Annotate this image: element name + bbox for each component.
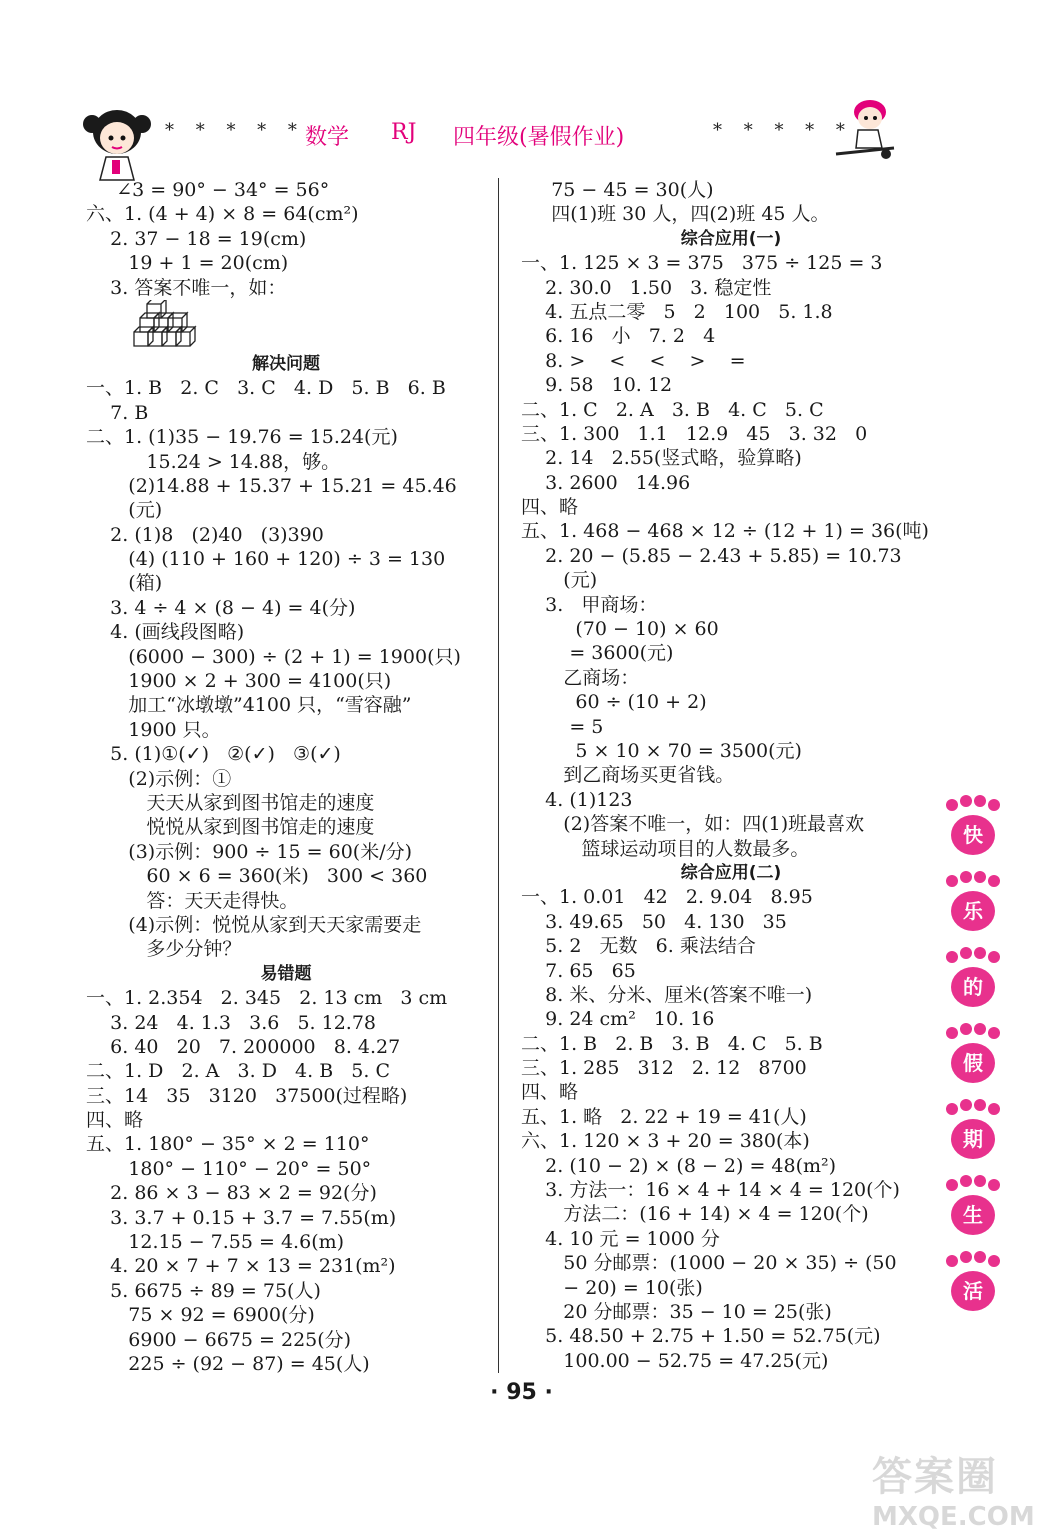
header-subject: 数学 — [305, 125, 350, 150]
answer-line: 3. 3.7 + 0.15 + 3.7 = 7.55(m) — [86, 1206, 397, 1229]
answer-line: 3. 2600 14.96 — [521, 471, 691, 494]
page-number: · 95 · — [490, 1380, 553, 1405]
answer-line: 9. 24 cm² 10. 16 — [521, 1008, 715, 1031]
answer-line: 7. B — [86, 401, 149, 424]
answer-line: 6900 − 6675 = 225(分) — [86, 1328, 352, 1351]
paw-toe — [960, 795, 972, 807]
answer-line: 20 分邮票：35 − 10 = 25(张) — [521, 1300, 832, 1323]
answer-line: 6. 16 小 7. 2 4 — [521, 325, 716, 348]
answer-line: 50 分邮票：(1000 − 20 × 35) ÷ (50 — [521, 1252, 897, 1275]
answer-line: 一、1. 0.01 42 2. 9.04 8.95 — [521, 886, 813, 909]
column-divider — [498, 178, 499, 1373]
answer-line: 3. 答案不唯一，如： — [86, 276, 287, 299]
answer-line: 三、1. 285 312 2. 12 8700 — [521, 1057, 807, 1080]
paw-toe — [946, 875, 958, 887]
answer-line: (2)答案不唯一，如：四(1)班最喜欢 — [521, 813, 865, 836]
answer-line: 4. 10 元 = 1000 分 — [521, 1227, 720, 1250]
answer-line: 五、1. 略 2. 22 + 19 = 41(人) — [521, 1105, 807, 1128]
answer-line: (元) — [521, 569, 598, 592]
answer-line: 12.15 − 7.55 = 4.6(m) — [86, 1231, 345, 1254]
paw-icon — [938, 1175, 1008, 1245]
answer-line: 答：天天走得快。 — [86, 889, 299, 912]
paw-toe — [974, 1175, 986, 1187]
answer-line: 四、略 — [521, 496, 579, 519]
paw-toe — [946, 1027, 958, 1039]
paw-toe — [946, 1255, 958, 1267]
answer-line: 2. 14 2.55(竖式略，验算略) — [521, 447, 802, 470]
answer-line: ∠3 = 90° − 34° = 56° — [86, 179, 330, 201]
paw-label: 假 — [951, 1043, 995, 1083]
cube-figure — [86, 300, 486, 352]
answer-line: 19 + 1 = 20(cm) — [86, 252, 289, 275]
answer-line: 3. 49.65 50 4. 130 35 — [521, 910, 787, 933]
answer-line: (6000 − 300) ÷ (2 + 1) = 1900(只) — [86, 645, 461, 668]
answer-line: 3. 方法一：16 × 4 + 14 × 4 = 120(个) — [521, 1179, 900, 1202]
paw-toe — [974, 1099, 986, 1111]
paw-label: 期 — [951, 1119, 995, 1159]
answer-line: 三、1. 300 1.1 12.9 45 3. 32 0 — [521, 422, 868, 445]
paw-icon — [938, 1251, 1008, 1321]
answer-line: 2. (10 − 2) × (8 − 2) = 48(m²) — [521, 1154, 837, 1177]
paw-toe — [960, 1175, 972, 1187]
answer-line: 9. 58 10. 12 — [521, 374, 673, 397]
answer-line: 一、1. 125 × 3 = 375 375 ÷ 125 = 3 — [521, 252, 883, 275]
answer-line: 75 × 92 = 6900(分) — [86, 1304, 315, 1327]
answer-line: 二、1. (1)35 − 19.76 = 15.24(元) — [86, 426, 398, 449]
answers-right-column — [521, 178, 941, 1373]
answer-line: 方法二：(16 + 14) × 4 = 120(个) — [521, 1203, 869, 1226]
answer-line: 60 × 6 = 360(米) 300 < 360 — [86, 865, 428, 888]
paw-toe — [988, 799, 1000, 811]
answer-line: (4)示例：悦悦从家到天天家需要走 — [86, 913, 422, 936]
paw-toe — [946, 799, 958, 811]
header-stars-left: * * * * * — [165, 120, 305, 141]
answer-line: 4. 20 × 7 + 7 × 13 = 231(m²) — [86, 1255, 396, 1278]
paw-toe — [960, 1099, 972, 1111]
header-grade: 四年级(暑假作业) — [453, 125, 625, 150]
answer-line: 5. 48.50 + 2.75 + 1.50 = 52.75(元) — [521, 1325, 881, 1348]
answer-line: 5. 6675 ÷ 89 = 75(人) — [86, 1279, 321, 1302]
answer-line: 一、1. B 2. C 3. C 4. D 5. B 6. B — [86, 377, 446, 400]
paw-toe — [974, 1251, 986, 1263]
answer-line: (70 − 10) × 60 — [521, 618, 719, 641]
answer-line: 4. (画线段图略) — [86, 621, 245, 644]
answer-line: 2. 86 × 3 − 83 × 2 = 92(分) — [86, 1182, 377, 1205]
paw-toe — [946, 951, 958, 963]
section-heading: 综合应用(二) — [680, 862, 782, 883]
paw-toe — [974, 947, 986, 959]
answer-line: = 5 — [521, 715, 604, 738]
paw-icon — [938, 1023, 1008, 1093]
paw-toe — [960, 1023, 972, 1035]
answer-line: 二、1. B 2. B 3. B 4. C 5. B — [521, 1032, 823, 1055]
header-stars-right: * * * * * — [713, 120, 853, 141]
answer-line: 2. 20 − (5.85 − 2.43 + 5.85) = 10.73 — [521, 544, 902, 567]
answer-line: 四、略 — [86, 1109, 144, 1132]
answer-line: − 20) = 10(张) — [521, 1276, 703, 1299]
watermark-text: 答案圈 — [872, 1454, 998, 1500]
answer-line: 8. 米、分米、厘米(答案不唯一) — [521, 983, 813, 1006]
answer-line: 2. 37 − 18 = 19(cm) — [86, 227, 307, 250]
answer-line: 加工“冰墩墩”4100 只，“雪容融” — [86, 694, 412, 717]
answer-line: 二、1. C 2. A 3. B 4. C 5. C — [521, 398, 824, 421]
paw-icon — [938, 947, 1008, 1017]
paw-toe — [988, 1103, 1000, 1115]
answer-line: 到乙商场买更省钱。 — [521, 764, 735, 787]
paw-toe — [960, 1251, 972, 1263]
header-edition: RJ — [391, 120, 417, 145]
answer-line: 乙商场： — [521, 666, 640, 689]
side-paw-decoration — [938, 795, 1018, 1327]
answer-line: 15.24 > 14.88，够。 — [86, 450, 341, 473]
section-heading: 易错题 — [260, 963, 312, 984]
girl-cartoon-icon — [82, 102, 152, 182]
answer-line: 60 ÷ (10 + 2) — [521, 691, 707, 714]
paw-label: 生 — [951, 1195, 995, 1235]
answer-line: 1900 × 2 + 300 = 4100(只) — [86, 670, 392, 693]
paw-toe — [988, 1179, 1000, 1191]
answer-line: (4) (110 + 160 + 120) ÷ 3 = 130 — [86, 548, 446, 571]
paw-label: 乐 — [951, 891, 995, 931]
answer-line: 篮球运动项目的人数最多。 — [521, 837, 810, 860]
answer-line: (3)示例：900 ÷ 15 = 60(米/分) — [86, 840, 413, 863]
answer-line: 2. 30.0 1.50 3. 稳定性 — [521, 276, 772, 299]
paw-toe — [988, 1027, 1000, 1039]
answer-line: 3. 4 ÷ 4 × (8 − 4) = 4(分) — [86, 596, 356, 619]
paw-toe — [988, 875, 1000, 887]
cube-stack-figure — [130, 300, 200, 350]
answer-line: 6. 40 20 7. 200000 8. 4.27 — [86, 1035, 401, 1058]
answer-line: 5 × 10 × 70 = 3500(元) — [521, 739, 802, 762]
answer-line: 一、1. 2.354 2. 345 2. 13 cm 3 cm — [86, 987, 448, 1010]
paw-toe — [988, 951, 1000, 963]
answer-line: 5. 2 无数 6. 乘法结合 — [521, 935, 756, 958]
boy-cartoon-icon — [828, 96, 902, 162]
answer-line: 4. (1)123 — [521, 788, 633, 811]
answer-line: 3. 24 4. 1.3 3.6 5. 12.78 — [86, 1011, 377, 1034]
answer-line: (箱) — [86, 572, 163, 595]
paw-label: 活 — [951, 1271, 995, 1311]
answer-line: 75 − 45 = 30(人) — [521, 179, 714, 201]
paw-toe — [960, 871, 972, 883]
answer-line: 5. (1)①(✓) ②(✓) ③(✓) — [86, 743, 341, 766]
section-heading: 解决问题 — [252, 353, 320, 374]
answer-line: 四(1)班 30 人，四(2)班 45 人。 — [521, 203, 830, 226]
answer-line: 五、1. 180° − 35° × 2 = 110° — [86, 1133, 370, 1156]
answer-line: 三、14 35 3120 37500(过程略) — [86, 1084, 408, 1107]
paw-icon — [938, 871, 1008, 941]
answer-line: 7. 65 65 — [521, 959, 636, 982]
paw-toe — [960, 947, 972, 959]
answer-line: 4. 五点二零 5 2 100 5. 1.8 — [521, 300, 833, 323]
answer-line: 180° − 110° − 20° = 50° — [86, 1157, 372, 1180]
header-title — [165, 120, 853, 150]
answer-line: 3. 甲商场： — [521, 593, 658, 616]
answer-line: 2. (1)8 (2)40 (3)390 — [86, 523, 324, 546]
answer-line: 六、1. 120 × 3 + 20 = 380(本) — [521, 1130, 810, 1153]
paw-toe — [974, 795, 986, 807]
answer-line: 8. > < < > = — [521, 349, 746, 372]
answer-line: = 3600(元) — [521, 642, 674, 665]
answers-left-column — [86, 178, 486, 1376]
answer-line: 多少分钟？ — [86, 938, 242, 961]
watermark — [872, 1445, 1035, 1532]
section-heading: 综合应用(一) — [680, 228, 782, 249]
paw-label: 快 — [951, 815, 995, 855]
answer-line: 六、1. (4 + 4) × 8 = 64(cm²) — [86, 203, 359, 226]
paw-toe — [988, 1255, 1000, 1267]
paw-icon — [938, 795, 1008, 865]
paw-toe — [946, 1179, 958, 1191]
answer-line: 悦悦从家到图书馆走的速度 — [86, 816, 375, 839]
paw-toe — [974, 871, 986, 883]
paw-toe — [946, 1103, 958, 1115]
answer-line: 天天从家到图书馆走的速度 — [86, 791, 375, 814]
paw-toe — [974, 1023, 986, 1035]
answer-line: 100.00 − 52.75 = 47.25(元) — [521, 1349, 829, 1372]
paw-icon — [938, 1099, 1008, 1169]
paw-label: 的 — [951, 967, 995, 1007]
answer-line: (2)示例：① — [86, 767, 232, 790]
answer-line: 五、1. 468 − 468 × 12 ÷ (12 + 1) = 36(吨) — [521, 520, 929, 543]
answer-line: 225 ÷ (92 − 87) = 45(人) — [86, 1352, 370, 1375]
watermark-url: MXQE.COM — [872, 1502, 1035, 1532]
answer-line: 1900 只。 — [86, 718, 221, 741]
answer-line: 四、略 — [521, 1081, 579, 1104]
answer-line: (元) — [86, 499, 163, 522]
answer-line: (2)14.88 + 15.37 + 15.21 = 45.46 — [86, 474, 457, 497]
answer-line: 二、1. D 2. A 3. D 4. B 5. C — [86, 1060, 391, 1083]
